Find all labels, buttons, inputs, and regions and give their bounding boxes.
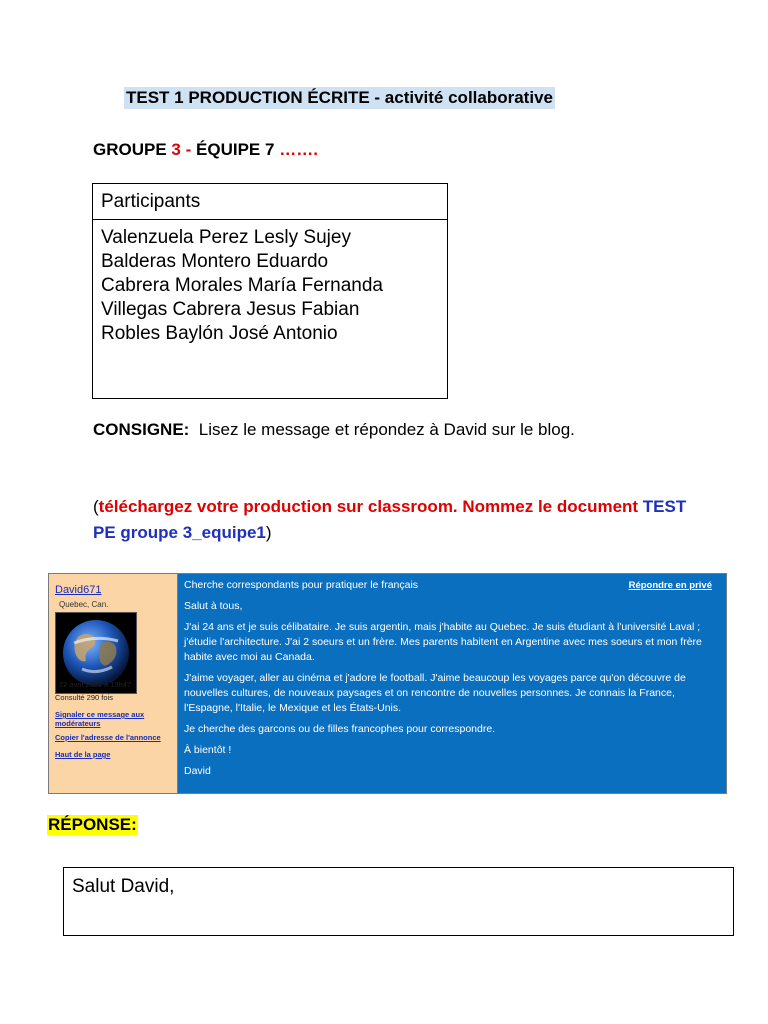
answer-text: Salut David, bbox=[72, 876, 175, 897]
participant-name: Cabrera Morales María Fernanda bbox=[101, 275, 383, 296]
blog-message-panel bbox=[178, 574, 726, 793]
participant-name: Balderas Montero Eduardo bbox=[101, 251, 329, 272]
message-paragraph: À bientôt ! bbox=[184, 744, 232, 756]
message-header bbox=[184, 578, 718, 593]
post-date: 22 avril 2021 à 19h47 bbox=[59, 680, 132, 689]
team-label: ÉQUIPE 7 bbox=[196, 140, 275, 159]
group-label: GROUPE bbox=[93, 140, 167, 159]
author-location: Quebec, Can. bbox=[59, 600, 109, 609]
participant-name: Valenzuela Perez Lesly Sujey bbox=[101, 227, 351, 248]
consigne-text: Lisez le message et répondez à David sur le blog. bbox=[198, 420, 575, 439]
participants-list bbox=[93, 220, 447, 346]
instruction-filename: TEST PE groupe 3_equipe1 bbox=[93, 497, 687, 542]
team-dots: ……. bbox=[279, 140, 318, 159]
message-paragraph: Salut à tous, bbox=[184, 600, 243, 612]
author-username[interactable]: David671 bbox=[55, 584, 102, 596]
group-number: 3 bbox=[171, 140, 181, 159]
blog-author-sidebar bbox=[49, 574, 178, 793]
instruction-close: ) bbox=[265, 523, 272, 542]
report-message-link[interactable]: Signaler ce message aux modérateurs bbox=[55, 710, 145, 728]
message-subject: Cherche correspondants pour pratiquer le français bbox=[184, 579, 419, 591]
private-reply-link[interactable]: Répondre en privé bbox=[628, 580, 712, 591]
instruction-paragraph bbox=[93, 494, 693, 546]
blog-post bbox=[48, 573, 727, 794]
top-of-page-link[interactable]: Haut de la page bbox=[55, 750, 111, 759]
reponse-label: RÉPONSE: bbox=[48, 815, 137, 834]
participants-header: Participants bbox=[93, 184, 447, 220]
answer-box[interactable] bbox=[63, 867, 734, 936]
view-count: Consulté 290 fois bbox=[55, 693, 113, 702]
copy-address-link[interactable]: Copier l'adresse de l'annonce bbox=[55, 733, 161, 742]
message-paragraph: J'aime voyager, aller au cinéma et j'adore le football. J'aime beaucoup les voyages parce qu'on découvre de nouvelles cultures, de nouveaux paysages et on rencontre de nouvelles personnes. Je connais la France, l'Espagne, l'Italie, le Mexique et les États-Unis. bbox=[184, 672, 686, 714]
message-paragraph: Je cherche des garcons ou de filles francophes pour correspondre. bbox=[184, 723, 496, 735]
instruction-red-text: téléchargez votre production sur classroom. Nommez le document bbox=[98, 497, 643, 516]
page-title: TEST 1 PRODUCTION ÉCRITE - activité collaborative bbox=[126, 88, 553, 107]
message-paragraph: J'ai 24 ans et je suis célibataire. Je suis argentin, mais j'habite au Quebec. Je suis étudiant à l'université Laval ; j'étudie l'architecture. J'ai 2 soeurs et un frère. Mes parents habitent en Argentine avec mes soeurs et mon frère habite avec moi au Canada. bbox=[184, 621, 702, 663]
consigne-paragraph bbox=[93, 417, 653, 443]
group-dash: - bbox=[185, 140, 192, 159]
instruction-open: ( bbox=[93, 497, 99, 516]
message-signature: David bbox=[184, 765, 211, 777]
participants-table bbox=[92, 183, 448, 399]
participant-name: Robles Baylón José Antonio bbox=[101, 323, 338, 344]
group-heading bbox=[93, 140, 318, 160]
participant-name: Villegas Cabrera Jesus Fabian bbox=[101, 299, 360, 320]
consigne-label: CONSIGNE: bbox=[93, 420, 190, 439]
